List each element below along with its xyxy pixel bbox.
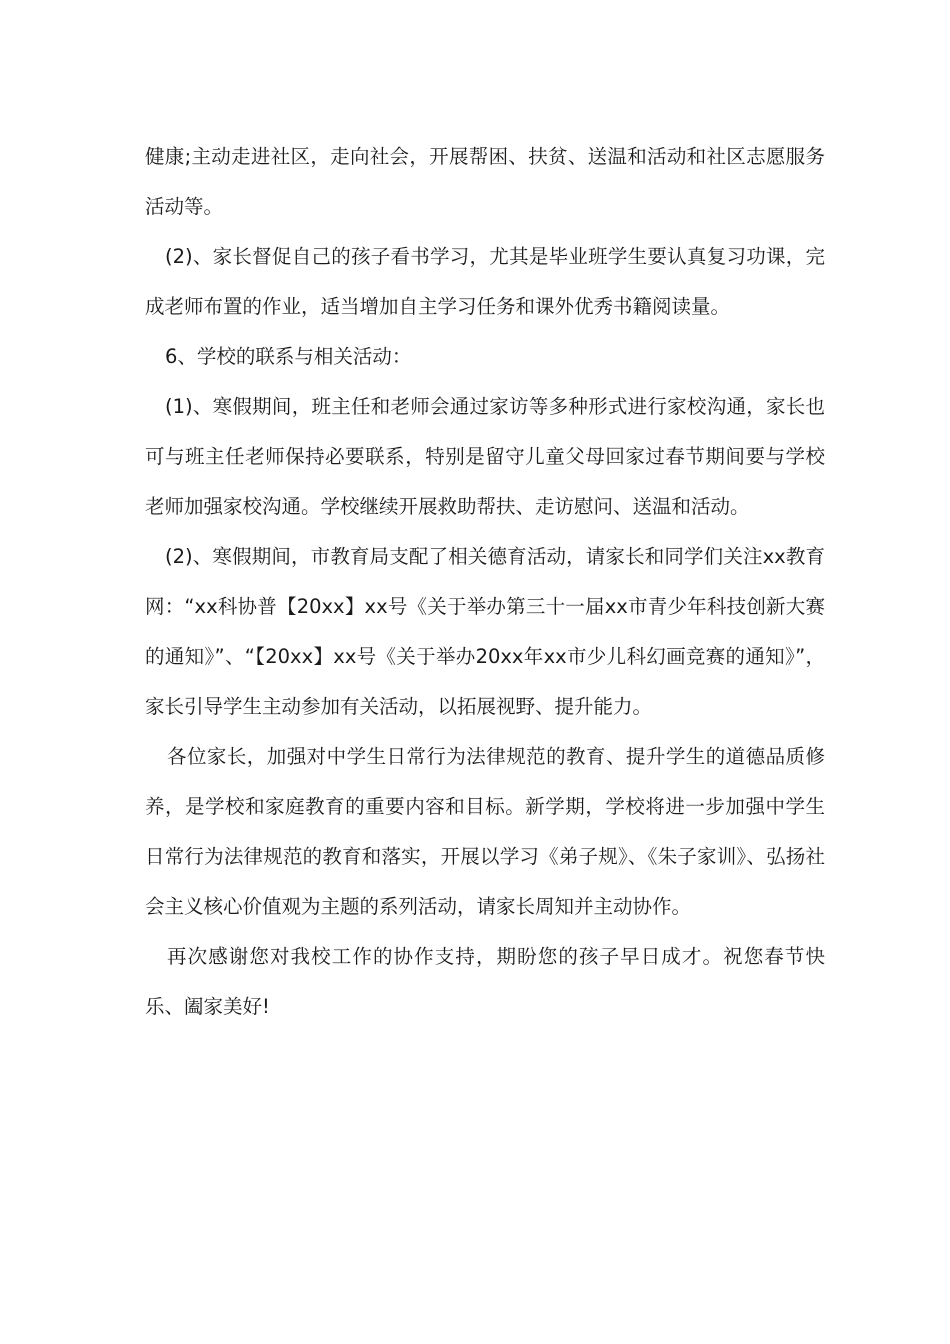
- document-body: [145, 132, 825, 1032]
- paragraph-6: 各位家长，加强对中学生日常行为法律规范的教育、提升学生的道德品质修养，是学校和家庭教育的重要内容和目标。新学期，学校将进一步加强中学生日常行为法律规范的教育和落实，开展以学习《弟子规》、《朱子家训》、弘扬社会主义核心价值观为主题的系列活动，请家长周知并主动协作。: [145, 745, 825, 918]
- paragraph-3: 6、学校的联系与相关活动：: [165, 345, 412, 368]
- paragraph-7: 再次感谢您对我校工作的协作支持，期盼您的孩子早日成才。祝您春节快乐、阖家美好!: [145, 945, 825, 1018]
- paragraph-5: (2)、寒假期间，市教育局支配了相关德育活动，请家长和同学们关注xx教育网：“xx科协普【20xx】xx号《关于举办第三十一届xx市青少年科技创新大赛的通知》”、“【20xx】xx号《关于举办20xx年xx市少儿科幻画竞赛的通知》”，家长引导学生主动参加有关活动，以拓展视野、提升能力。: [145, 545, 825, 718]
- paragraph-4: (1)、寒假期间，班主任和老师会通过家访等多种形式进行家校沟通，家长也可与班主任老师保持必要联系，特别是留守儿童父母回家过春节期间要与学校老师加强家校沟通。学校继续开展救助帮扶、走访慰问、送温和活动。: [145, 395, 825, 518]
- paragraph-2: (2)、家长督促自己的孩子看书学习，尤其是毕业班学生要认真复习功课，完成老师布置的作业，适当增加自主学习任务和课外优秀书籍阅读量。: [145, 245, 825, 318]
- paragraph-1: 健康;主动走进社区，走向社会，开展帮困、扶贫、送温和活动和社区志愿服务活动等。: [145, 145, 825, 218]
